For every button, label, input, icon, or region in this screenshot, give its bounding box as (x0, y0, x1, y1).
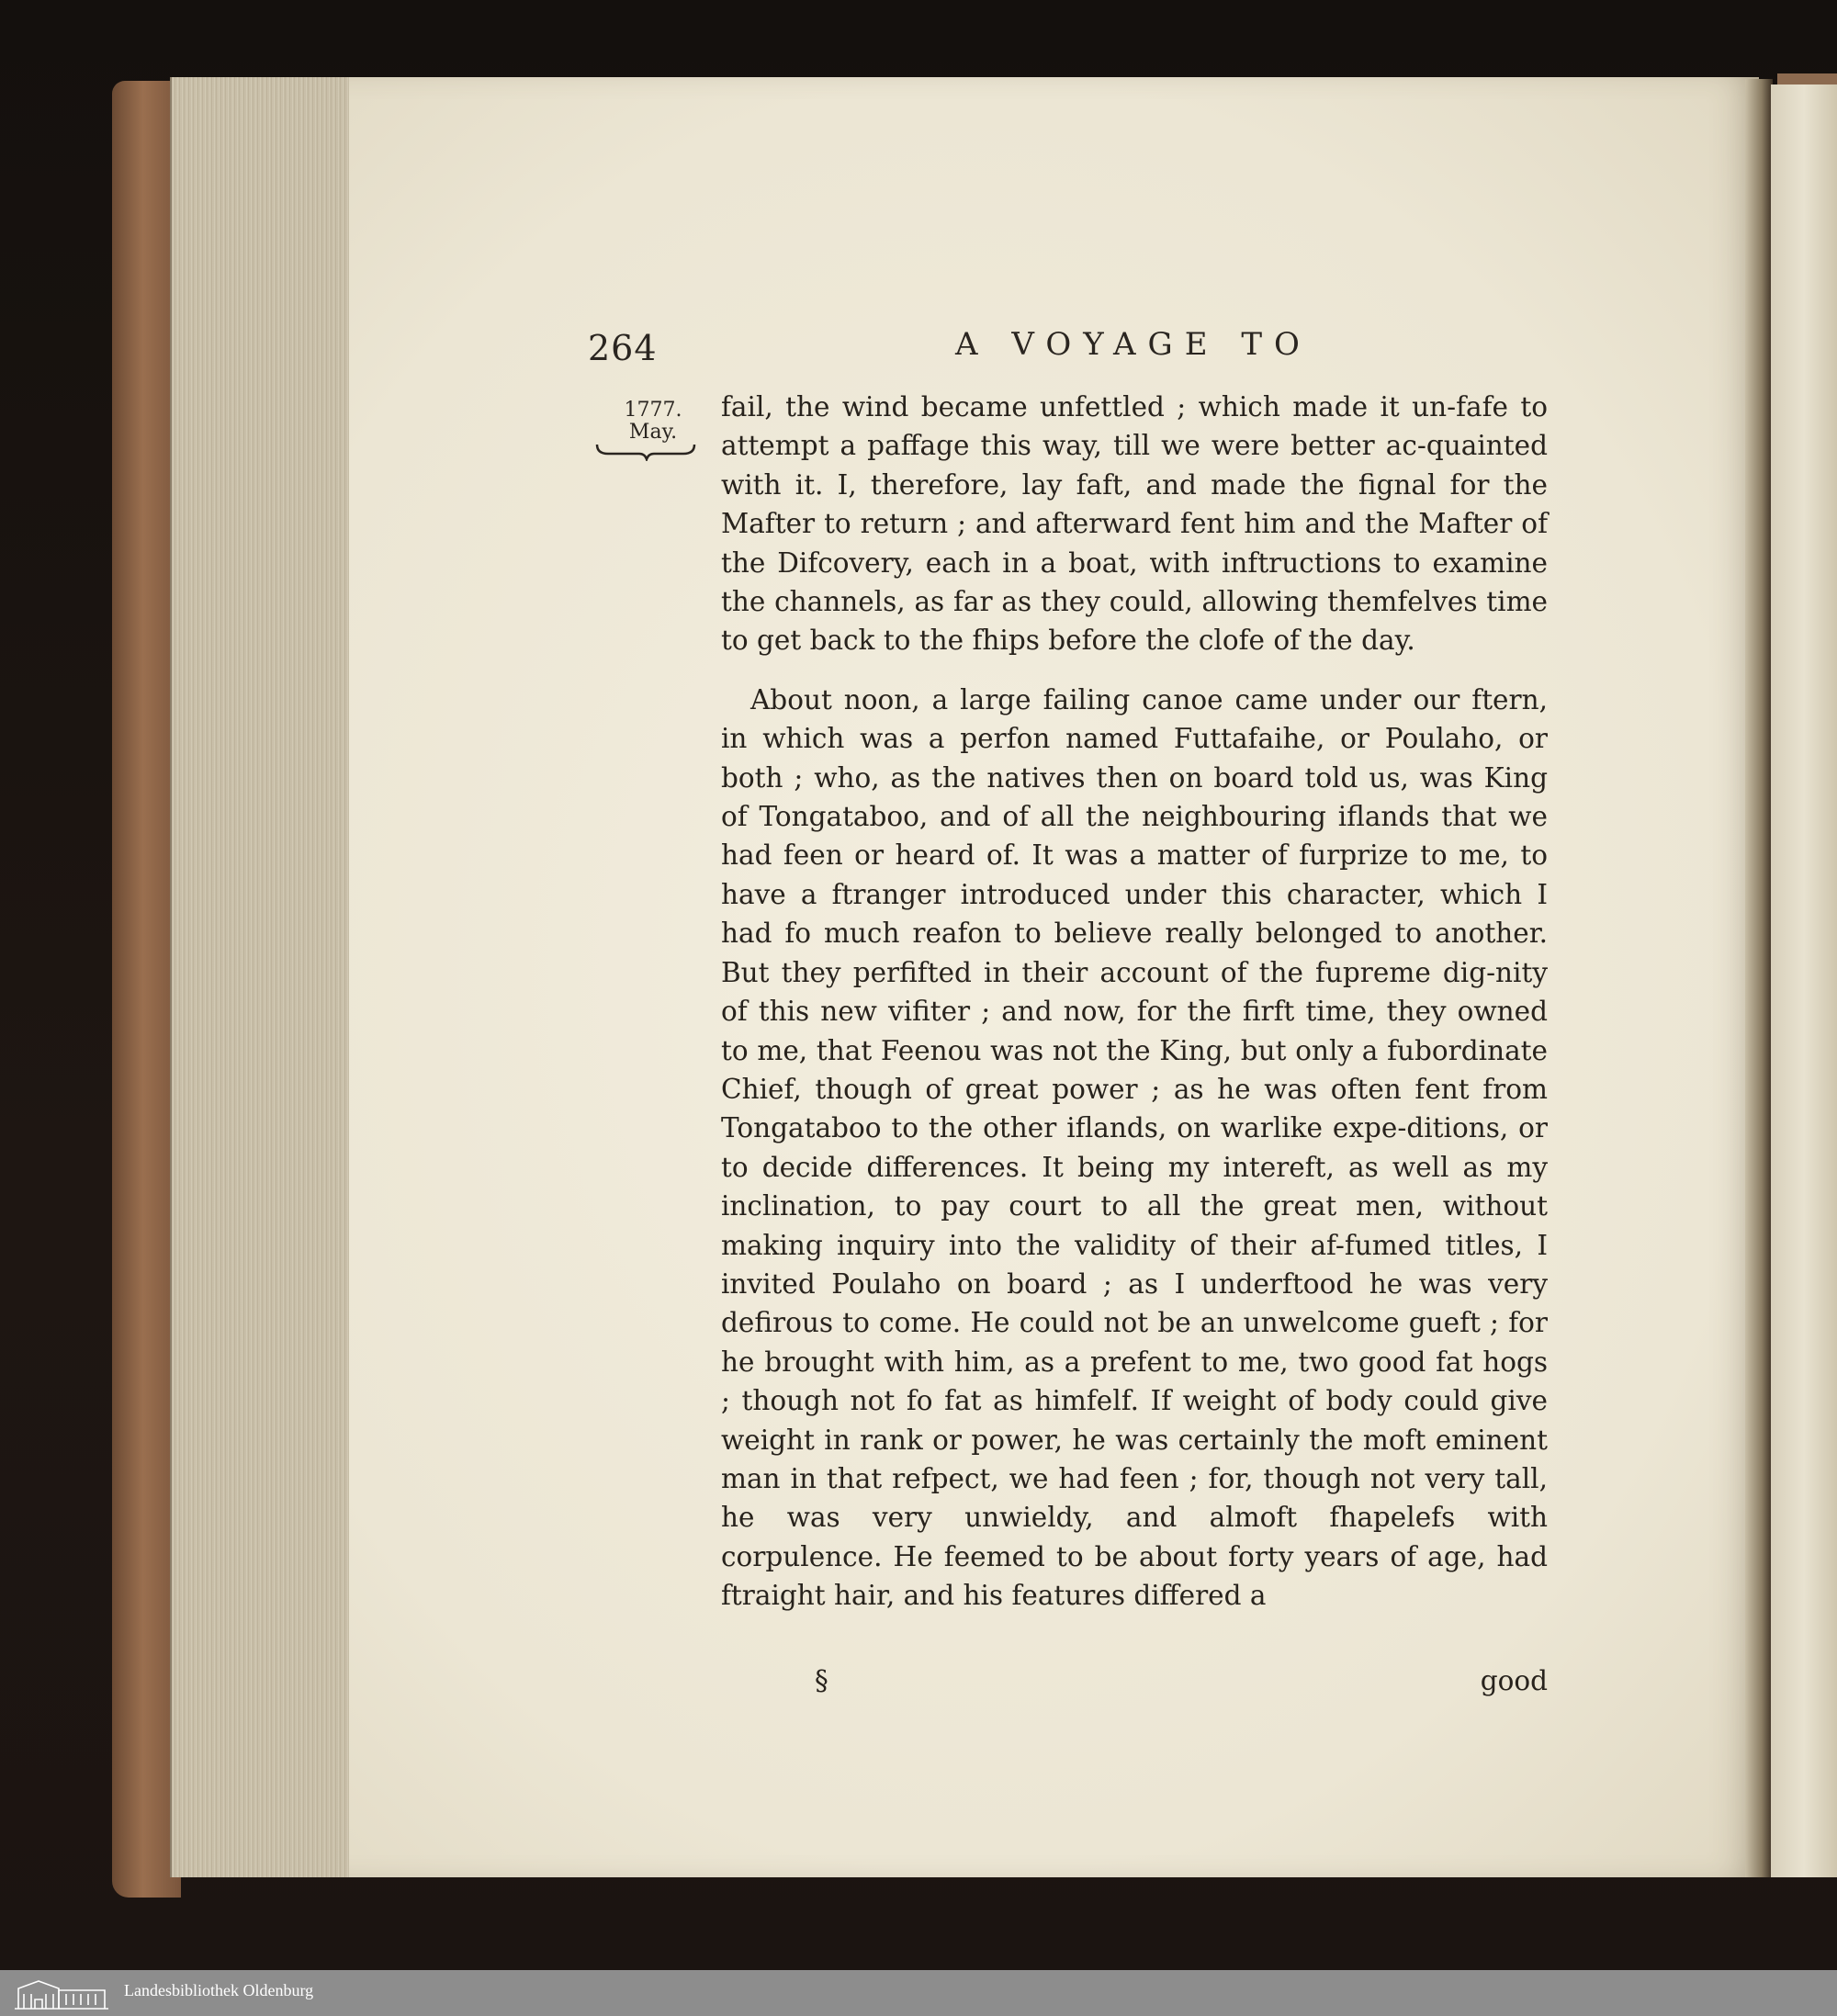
body-text (721, 388, 1548, 1616)
page-number: 264 (588, 328, 658, 368)
library-name: Landesbibliothek Oldenburg (124, 1981, 314, 1999)
signature-mark: § (815, 1665, 828, 1696)
paragraph: About noon, a large failing canoe came under our ftern, in which was a perfon named Futtafaihe, or Poulaho, or both ; who, as the natives then on board told us, was King of Tongataboo, and of all the neighbouring iflands that we had feen or heard of. It was a matter of furprize to me, to have a ftranger introduced under this character, which I had fo much reafon to believe really belonged to another. But they perfifted in their account of the fupreme dig-nity of this new vifiter ; and now, for the firft time, they owned to me, that Feenou was not the King, but only a fubordinate Chief, though of great power ; as he was often fent from Tongataboo to the other iflands, on warlike expe-ditions, or to decide differences. It being my intereft, as well as my inclination, to pay court to all the great men, without making inquiry into the validity of their af-fumed titles, I invited Poulaho on board ; as I underftood he was very defirous to come. He could not be an unwelcome gueft ; for he brought with him, as a prefent to me, two good fat hogs ; though not fo fat as himfelf. If weight of body could give weight in rank or power, he was certainly the moft eminent man in that refpect, we had feen ; for, though not very tall, he was very unwieldy, and almoft fhapelefs with corpulence. He feemed to be about forty years of age, had ftraight hair, and his features differed a (721, 683, 1548, 1612)
book-fore-edge (170, 77, 351, 1877)
running-head: A VOYAGE TO (955, 326, 1312, 363)
footer-bar (0, 1970, 1837, 2016)
paragraph: fail, the wind became unfettled ; which made it un-fafe to attempt a paffage this way, till we were better ac-quainted with it. I, therefore, lay faft, and made the fignal for the Mafter to return ; and afterward fent him and the Mafter of the Difcovery, each in a boat, with inftructions to examine the channels, as far as they could, allowing themfelves time to get back to the fhips before the clofe of the day. (721, 391, 1548, 657)
book-cover-right (1777, 73, 1837, 84)
margin-brace-icon (595, 439, 696, 461)
book-gutter (1745, 79, 1773, 1877)
margin-note-year: 1777. (624, 399, 682, 422)
margin-note-month: May. (628, 421, 678, 444)
catchword-row (721, 1665, 1548, 1706)
library-building-icon (11, 1976, 112, 2010)
catchword: good (1480, 1665, 1548, 1696)
facing-page-edge (1771, 84, 1837, 1877)
